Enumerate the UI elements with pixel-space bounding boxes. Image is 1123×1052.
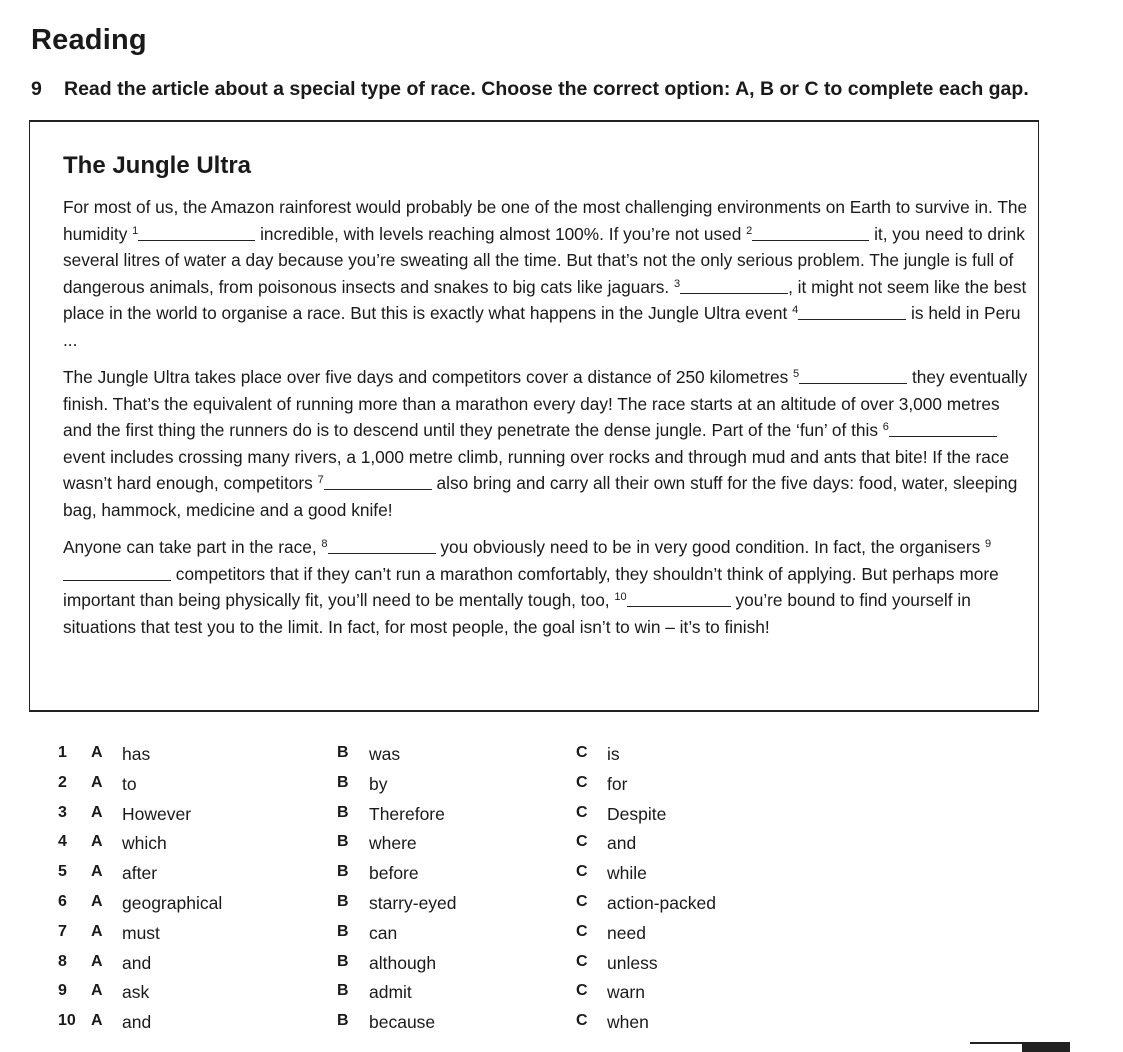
text-segment: is held in Peru ... — [63, 303, 1021, 350]
exercise-number: 9 — [31, 78, 42, 100]
option-b: where — [369, 833, 417, 854]
text-segment: incredible, with levels reaching almost 100%. If you’re not used — [255, 223, 747, 244]
question-number: 4 — [58, 833, 67, 851]
option-letter-c: C — [576, 833, 588, 851]
option-letter-b: B — [337, 982, 349, 1000]
option-b: was — [369, 744, 401, 764]
option-row-1 — [58, 744, 958, 774]
question-number: 7 — [58, 922, 67, 940]
text-segment: also bring and carry all their own stuff for the five days: food, water, sleeping bag, hammock, medicine and a good knife! — [63, 473, 1018, 520]
text-segment: competitors that if they can’t run a marathon comfortably, they shouldn’t think of applying. But perhaps more important than being physically fit, you’ll need to be mentally tough, too, — [63, 563, 999, 610]
question-number: 10 — [58, 1012, 76, 1030]
gap-number-10: 10 — [614, 591, 627, 603]
option-letter-b: B — [337, 892, 349, 910]
gap-4-blank — [798, 303, 906, 320]
option-b: because — [369, 1012, 436, 1033]
option-letter-a: A — [91, 1012, 103, 1030]
gap-6-blank — [889, 420, 997, 437]
article-box — [29, 120, 1039, 712]
option-letter-c: C — [576, 803, 588, 821]
option-letter-c: C — [576, 863, 588, 881]
option-letter-b: B — [337, 803, 349, 821]
option-a: has — [122, 744, 151, 764]
article-title: The Jungle Ultra — [63, 152, 252, 179]
option-letter-c: C — [576, 982, 588, 1000]
option-c: and — [607, 833, 637, 854]
option-a: must — [122, 922, 160, 943]
option-c: Despite — [607, 803, 667, 824]
option-row-7 — [58, 923, 958, 953]
option-letter-c: C — [576, 744, 588, 761]
option-a: after — [122, 863, 158, 884]
page-mark-line — [970, 1042, 1022, 1044]
option-letter-b: B — [337, 952, 349, 970]
option-letter-b: B — [337, 833, 349, 851]
option-letter-a: A — [91, 952, 103, 970]
gap-number-9: 9 — [985, 538, 992, 550]
option-a: However — [122, 803, 192, 824]
option-letter-c: C — [576, 1012, 588, 1030]
question-number: 8 — [58, 952, 67, 970]
gap-number-2: 2 — [746, 224, 753, 237]
option-letter-c: C — [576, 892, 588, 910]
option-b: before — [369, 863, 419, 884]
gap-number-4: 4 — [792, 304, 799, 316]
gap-7-blank — [324, 473, 432, 490]
gap-9-blank — [63, 564, 171, 581]
option-a: which — [122, 833, 167, 854]
question-number: 2 — [58, 773, 67, 791]
option-a: to — [122, 773, 137, 794]
option-letter-b: B — [337, 863, 349, 881]
option-c: action-packed — [607, 892, 716, 913]
option-letter-a: A — [91, 892, 103, 910]
option-letter-b: B — [337, 922, 349, 940]
page-corner-mark — [970, 1040, 1070, 1052]
page-mark-block — [1022, 1042, 1070, 1052]
article-paragraph-2 — [63, 364, 1029, 523]
gap-number-8: 8 — [321, 538, 328, 550]
option-row-8 — [58, 953, 958, 983]
article-paragraph-1 — [63, 194, 1029, 353]
option-c: when — [607, 1012, 649, 1033]
question-number: 6 — [58, 892, 67, 910]
option-row-9 — [58, 982, 958, 1012]
question-number: 3 — [58, 803, 67, 821]
option-a: ask — [122, 982, 150, 1003]
option-c: need — [607, 922, 646, 943]
text-segment: they eventually finish. That’s the equivalent of running more than a marathon every day! The race starts at an altitude of over 3,000 metres and the first thing the runners do is to descend until they penetrate the dense jungle. Part of the ‘fun’ of this — [63, 367, 1028, 440]
gap-number-5: 5 — [793, 368, 800, 380]
option-b: although — [369, 952, 437, 973]
question-number: 5 — [58, 863, 67, 881]
text-segment: , it might not seem like the best place in the world to organise a race. But this is exactly what happens in the Jungle Ultra event — [63, 276, 1027, 323]
gap-2-blank — [752, 224, 869, 241]
option-letter-c: C — [576, 952, 588, 970]
article-text — [63, 194, 1029, 651]
text-segment: Anyone can take part in the race, — [63, 537, 322, 557]
text-segment: For most of us, the Amazon rainforest would probably be one of the most challenging environments on Earth to survive in. The humidity — [63, 197, 1028, 244]
option-row-4 — [58, 833, 958, 863]
option-row-3 — [58, 804, 958, 834]
option-c: is — [607, 744, 620, 764]
option-letter-b: B — [337, 773, 349, 791]
gap-number-3: 3 — [673, 277, 681, 290]
section-title: Reading — [31, 24, 147, 56]
option-b: Therefore — [369, 803, 445, 824]
option-letter-a: A — [91, 803, 103, 821]
option-row-6 — [58, 893, 958, 923]
option-letter-c: C — [576, 773, 588, 791]
option-row-2 — [58, 774, 958, 804]
option-c: while — [607, 863, 647, 884]
option-row-5 — [58, 863, 958, 893]
option-c: warn — [607, 982, 645, 1003]
option-a: geographical — [122, 892, 223, 913]
option-b: admit — [369, 982, 412, 1003]
gap-number-7: 7 — [317, 474, 324, 486]
gap-number-6: 6 — [882, 421, 889, 433]
text-segment: event includes crossing many rivers, a 1,000 metre climb, running over rocks and through mud and ants that bite! If the race wasn’t hard enough, competitors — [63, 446, 1010, 493]
instruction-text: Read the article about a special type of race. Choose the correct option: A, B or C to complete each gap. — [64, 78, 1029, 100]
article-paragraph-3 — [63, 534, 1029, 640]
option-letter-a: A — [91, 773, 103, 791]
gap-1-blank — [138, 224, 255, 241]
option-letter-a: A — [91, 922, 103, 940]
question-number: 1 — [58, 744, 67, 761]
option-row-10 — [58, 1012, 958, 1042]
instruction — [31, 78, 1029, 101]
option-c: unless — [607, 952, 658, 973]
options-list — [58, 744, 958, 1042]
option-letter-c: C — [576, 922, 588, 940]
text-segment: The Jungle Ultra takes place over five days and competitors cover a distance of 250 kilometres — [63, 367, 794, 387]
option-b: can — [369, 922, 398, 943]
option-letter-b: B — [337, 1012, 349, 1030]
gap-8-blank — [328, 537, 436, 554]
gap-10-blank — [627, 590, 731, 607]
option-b: by — [369, 773, 388, 794]
question-number: 9 — [58, 982, 67, 1000]
option-b: starry-eyed — [369, 892, 457, 913]
text-segment: it, you need to drink several litres of water a day because you’re sweating all the time. But that’s not the only serious problem. The jungle is full of dangerous animals, from poisonous insects and snakes to big cats like jaguars. — [63, 223, 1025, 297]
gap-number-1: 1 — [132, 224, 139, 237]
option-letter-a: A — [91, 982, 103, 1000]
option-letter-a: A — [91, 744, 103, 761]
option-letter-a: A — [91, 863, 103, 881]
option-a: and — [122, 1012, 152, 1033]
option-letter-a: A — [91, 833, 103, 851]
text-segment: you’re bound to find yourself in situations that test you to the limit. In fact, for most people, the goal isn’t to win – it’s to finish! — [63, 590, 971, 637]
gap-3-blank — [680, 277, 788, 294]
option-a: and — [122, 952, 152, 973]
text-segment: you obviously need to be in very good condition. In fact, the organisers — [435, 537, 986, 557]
option-letter-b: B — [337, 744, 349, 761]
gap-5-blank — [799, 367, 907, 384]
option-c: for — [607, 773, 628, 794]
